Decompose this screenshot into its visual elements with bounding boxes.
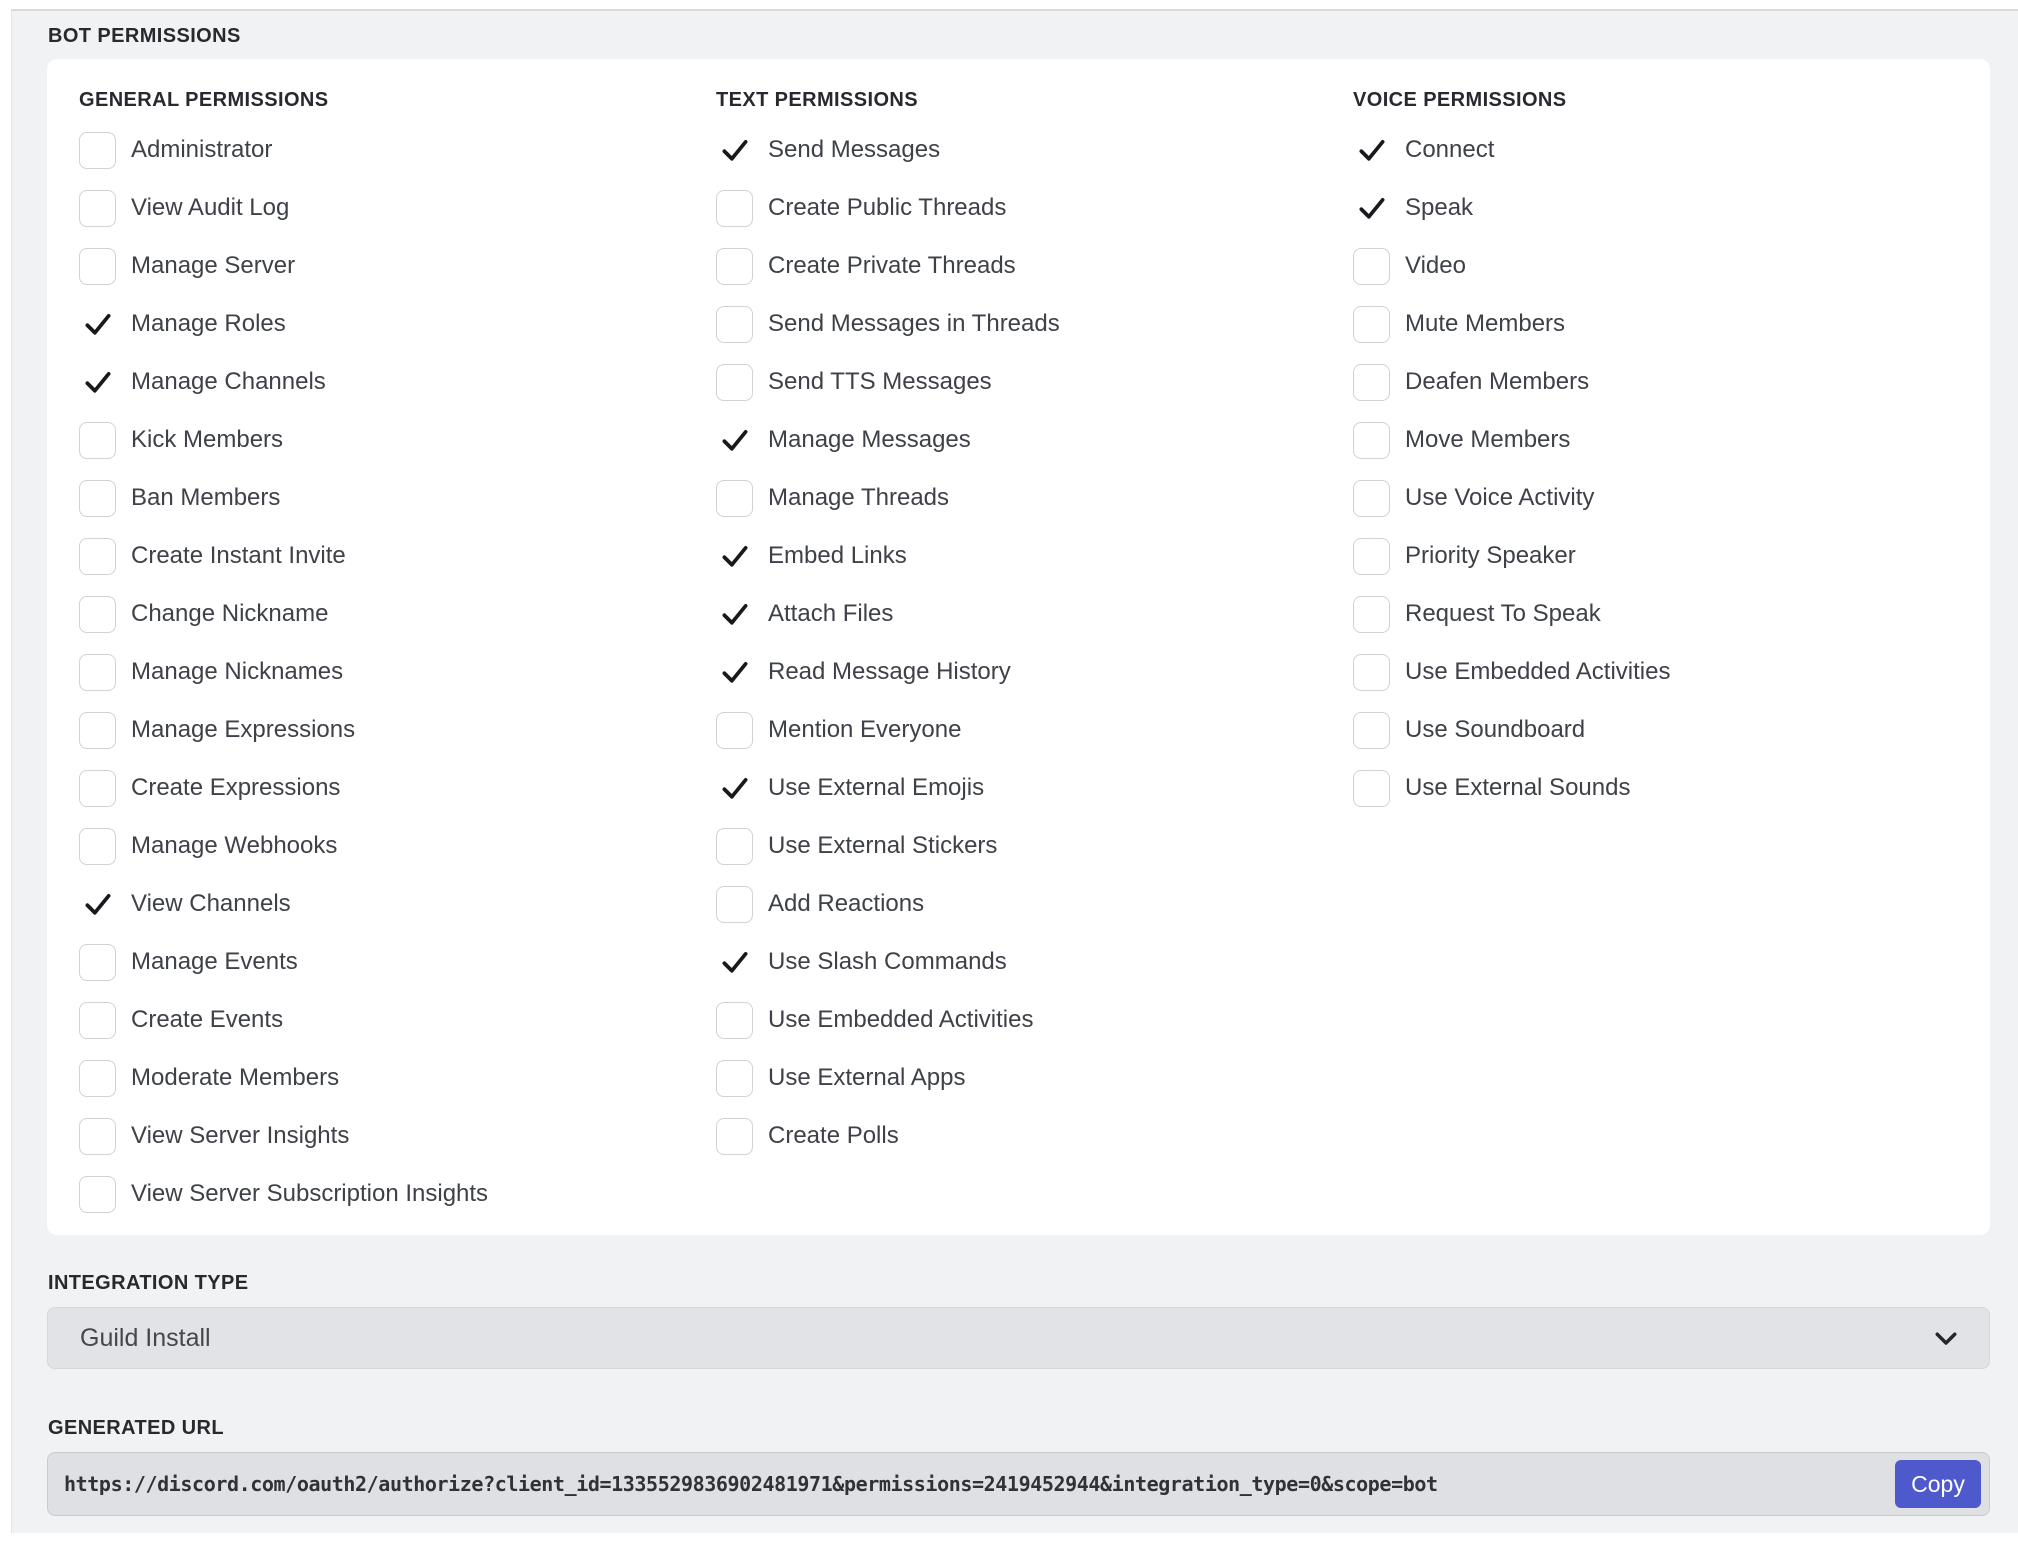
checkbox-box [79, 596, 116, 633]
permission-row[interactable] [716, 701, 1341, 759]
checkbox-box [716, 886, 753, 923]
permission-label: Move Members [1405, 426, 1571, 453]
permissions-column-heading: GENERAL PERMISSIONS [79, 89, 329, 111]
permission-checkbox[interactable] [716, 248, 753, 285]
permission-row[interactable] [716, 295, 1341, 353]
permission-row[interactable] [716, 933, 1341, 991]
permission-row[interactable] [1353, 237, 1978, 295]
generated-url-field [47, 1452, 1990, 1516]
permission-checkbox[interactable] [79, 248, 116, 285]
permission-label: Administrator [131, 136, 273, 163]
permission-row[interactable] [79, 643, 704, 701]
permission-checkbox[interactable] [716, 1118, 753, 1155]
permission-label: Video [1405, 252, 1466, 279]
permission-checkbox[interactable] [716, 712, 753, 749]
permission-label: Manage Webhooks [131, 832, 338, 859]
integration-type-heading: INTEGRATION TYPE [48, 1272, 249, 1294]
permission-checkbox[interactable] [716, 364, 753, 401]
permission-label: Manage Expressions [131, 716, 356, 743]
permission-label: View Server Subscription Insights [131, 1180, 489, 1207]
permission-label: Send TTS Messages [768, 368, 992, 395]
permission-row[interactable] [1353, 585, 1978, 643]
permission-checkbox[interactable] [79, 1118, 116, 1155]
permission-row[interactable] [79, 411, 704, 469]
checkbox-box [716, 248, 753, 285]
checkmark-icon [83, 367, 113, 397]
checkbox-box [716, 190, 753, 227]
permission-checkbox[interactable] [716, 1002, 753, 1039]
generated-url-text[interactable]: https://discord.com/oauth2/authorize?client_id=1335529836902481971&permissions=2419452944&integration_type=0&scope=bot [64, 1472, 1438, 1496]
permission-checkbox[interactable] [79, 190, 116, 227]
permission-row[interactable] [716, 585, 1341, 643]
permission-row[interactable] [1353, 759, 1978, 817]
checkmark-icon [720, 947, 750, 977]
permission-row[interactable] [716, 759, 1341, 817]
permission-label: Mention Everyone [768, 716, 962, 743]
checkbox-box [79, 538, 116, 575]
permission-checkbox[interactable] [716, 944, 753, 981]
permission-row[interactable] [79, 817, 704, 875]
permission-row[interactable] [79, 759, 704, 817]
permission-checkbox[interactable] [79, 422, 116, 459]
permission-label: Manage Threads [768, 484, 950, 511]
checkbox-box [79, 770, 116, 807]
permission-label: View Channels [131, 890, 291, 917]
checkbox-box [79, 1002, 116, 1039]
checkbox-box [79, 132, 116, 169]
permission-label: Deafen Members [1405, 368, 1590, 395]
permission-label: Priority Speaker [1405, 542, 1576, 569]
permission-checkbox[interactable] [79, 1002, 116, 1039]
permission-row[interactable] [79, 991, 704, 1049]
permission-label: Use Embedded Activities [1405, 658, 1671, 685]
checkbox-box [79, 1176, 116, 1213]
checkbox-box [1353, 770, 1390, 807]
permission-checkbox[interactable] [716, 1060, 753, 1097]
permission-label: Use Soundboard [1405, 716, 1586, 743]
checkbox-box [716, 364, 753, 401]
permission-row[interactable] [716, 527, 1341, 585]
permission-checkbox[interactable] [716, 480, 753, 517]
checkmark-icon [720, 657, 750, 687]
permission-checkbox[interactable] [716, 538, 753, 575]
copy-button[interactable]: Copy [1895, 1460, 1981, 1508]
permission-checkbox[interactable] [716, 654, 753, 691]
checkbox-box [1353, 248, 1390, 285]
permission-row[interactable] [716, 643, 1341, 701]
checkbox-box [79, 944, 116, 981]
permission-label: Create Events [131, 1006, 284, 1033]
checkbox-box [716, 306, 753, 343]
permission-checkbox[interactable] [1353, 654, 1390, 691]
checkbox-box [79, 828, 116, 865]
checkbox-box [1353, 596, 1390, 633]
permission-label: Create Private Threads [768, 252, 1016, 279]
checkbox-box [716, 480, 753, 517]
permission-row[interactable] [716, 179, 1341, 237]
permission-label: Use Slash Commands [768, 948, 1007, 975]
permission-row[interactable] [1353, 295, 1978, 353]
bot-permissions-card [47, 59, 1990, 1235]
permission-row[interactable] [716, 991, 1341, 1049]
permission-label: Use External Stickers [768, 832, 998, 859]
permission-row[interactable] [79, 469, 704, 527]
bot-permissions-heading: BOT PERMISSIONS [48, 25, 241, 47]
checkbox-box [716, 712, 753, 749]
permission-checkbox[interactable] [79, 306, 116, 343]
permission-label: Create Expressions [131, 774, 341, 801]
permission-label: Change Nickname [131, 600, 329, 627]
checkbox-box [79, 480, 116, 517]
permissions-column [1353, 89, 1978, 817]
permission-label: Request To Speak [1405, 600, 1601, 627]
permission-checkbox[interactable] [79, 538, 116, 575]
permission-label: Speak [1405, 194, 1474, 221]
permission-row[interactable] [1353, 411, 1978, 469]
permission-label: Create Polls [768, 1122, 899, 1149]
permission-checkbox[interactable] [716, 190, 753, 227]
permission-label: Ban Members [131, 484, 281, 511]
integration-type-select[interactable] [47, 1307, 1990, 1369]
permission-checkbox[interactable] [716, 132, 753, 169]
permission-label: Use Voice Activity [1405, 484, 1595, 511]
permission-row[interactable] [79, 585, 704, 643]
permission-row[interactable] [716, 353, 1341, 411]
permission-label: Manage Roles [131, 310, 286, 337]
permission-label: Moderate Members [131, 1064, 340, 1091]
permission-checkbox[interactable] [716, 596, 753, 633]
permission-label: Kick Members [131, 426, 284, 453]
permission-row[interactable] [1353, 701, 1978, 759]
permission-checkbox[interactable] [79, 886, 116, 923]
permission-label: Manage Server [131, 252, 296, 279]
permission-checkbox[interactable] [79, 1060, 116, 1097]
checkbox-box [79, 712, 116, 749]
permission-label: Manage Channels [131, 368, 326, 395]
checkmark-icon [1357, 135, 1387, 165]
checkbox-box [1353, 422, 1390, 459]
checkbox-box [79, 190, 116, 227]
permission-row[interactable] [79, 179, 704, 237]
checkbox-box [716, 1002, 753, 1039]
permission-row[interactable] [1353, 527, 1978, 585]
integration-type-value: Guild Install [80, 1323, 211, 1352]
permission-label: Embed Links [768, 542, 907, 569]
permission-checkbox[interactable] [716, 828, 753, 865]
permission-row[interactable] [1353, 469, 1978, 527]
permission-label: Use External Apps [768, 1064, 966, 1091]
permission-row[interactable] [1353, 353, 1978, 411]
permission-row[interactable] [79, 701, 704, 759]
permission-row[interactable] [716, 875, 1341, 933]
permission-label: Manage Nicknames [131, 658, 344, 685]
checkbox-box [716, 1060, 753, 1097]
permission-checkbox[interactable] [1353, 364, 1390, 401]
permission-label: Use External Sounds [1405, 774, 1631, 801]
checkmark-icon [83, 309, 113, 339]
permission-checkbox[interactable] [79, 712, 116, 749]
permissions-list [716, 121, 1341, 1165]
generated-url-heading: GENERATED URL [48, 1417, 224, 1439]
permission-row[interactable] [79, 121, 704, 179]
checkbox-box [79, 1060, 116, 1097]
permission-checkbox[interactable] [1353, 248, 1390, 285]
permission-label: Manage Events [131, 948, 298, 975]
checkbox-box [1353, 364, 1390, 401]
permission-checkbox[interactable] [1353, 132, 1390, 169]
permission-row[interactable] [716, 237, 1341, 295]
checkbox-box [716, 1118, 753, 1155]
permission-checkbox[interactable] [716, 422, 753, 459]
permission-checkbox[interactable] [79, 596, 116, 633]
checkmark-icon [720, 425, 750, 455]
permission-label: Add Reactions [768, 890, 925, 917]
permissions-column-heading: TEXT PERMISSIONS [716, 89, 918, 111]
permission-label: Send Messages [768, 136, 941, 163]
permissions-column [79, 89, 704, 1223]
permission-row[interactable] [716, 1049, 1341, 1107]
permission-row[interactable] [79, 353, 704, 411]
permission-label: Send Messages in Threads [768, 310, 1060, 337]
permission-checkbox[interactable] [1353, 770, 1390, 807]
permission-label: Read Message History [768, 658, 1011, 685]
permission-checkbox[interactable] [79, 132, 116, 169]
permission-label: Mute Members [1405, 310, 1566, 337]
permission-checkbox[interactable] [1353, 480, 1390, 517]
permission-row[interactable] [716, 121, 1341, 179]
permission-checkbox[interactable] [79, 944, 116, 981]
permission-label: View Audit Log [131, 194, 290, 221]
permission-row[interactable] [79, 1107, 704, 1165]
permission-checkbox[interactable] [1353, 190, 1390, 227]
permission-checkbox[interactable] [716, 886, 753, 923]
checkbox-box [1353, 654, 1390, 691]
checkbox-box [1353, 538, 1390, 575]
permission-checkbox[interactable] [716, 306, 753, 343]
permission-row[interactable] [79, 527, 704, 585]
permission-row[interactable] [79, 933, 704, 991]
permission-checkbox[interactable] [79, 364, 116, 401]
permission-row[interactable] [716, 411, 1341, 469]
chevron-down-icon [1931, 1323, 1961, 1353]
permission-label: Connect [1405, 136, 1495, 163]
permissions-column-heading: VOICE PERMISSIONS [1353, 89, 1567, 111]
permission-checkbox[interactable] [79, 1176, 116, 1213]
checkmark-icon [1357, 193, 1387, 223]
permission-checkbox[interactable] [79, 480, 116, 517]
checkmark-icon [720, 541, 750, 571]
permission-row[interactable] [1353, 179, 1978, 237]
checkbox-box [79, 1118, 116, 1155]
permissions-list [79, 121, 704, 1223]
permission-row[interactable] [716, 1107, 1341, 1165]
checkbox-box [1353, 480, 1390, 517]
permission-row[interactable] [79, 1049, 704, 1107]
scopes-permissions-panel [11, 9, 2018, 1533]
checkmark-icon [720, 135, 750, 165]
permission-checkbox[interactable] [79, 654, 116, 691]
checkmark-icon [83, 889, 113, 919]
permission-label: Attach Files [768, 600, 894, 627]
permission-label: View Server Insights [131, 1122, 350, 1149]
permission-label: Manage Messages [768, 426, 971, 453]
permission-row[interactable] [1353, 121, 1978, 179]
permission-checkbox[interactable] [79, 828, 116, 865]
checkbox-box [1353, 306, 1390, 343]
permission-label: Use External Emojis [768, 774, 985, 801]
permission-label: Create Instant Invite [131, 542, 346, 569]
checkbox-box [79, 422, 116, 459]
checkmark-icon [720, 773, 750, 803]
permission-checkbox[interactable] [716, 770, 753, 807]
checkbox-box [716, 828, 753, 865]
permission-checkbox[interactable] [1353, 538, 1390, 575]
permission-row[interactable] [716, 469, 1341, 527]
permissions-list [1353, 121, 1978, 817]
checkbox-box [79, 248, 116, 285]
permission-row[interactable] [1353, 643, 1978, 701]
permissions-column [716, 89, 1341, 1165]
checkbox-box [1353, 712, 1390, 749]
permission-checkbox[interactable] [1353, 422, 1390, 459]
permission-checkbox[interactable] [1353, 306, 1390, 343]
permission-row[interactable] [716, 817, 1341, 875]
permission-row[interactable] [79, 237, 704, 295]
permission-label: Use Embedded Activities [768, 1006, 1034, 1033]
checkbox-box [79, 654, 116, 691]
permission-row[interactable] [79, 295, 704, 353]
permission-row[interactable] [79, 875, 704, 933]
permission-label: Create Public Threads [768, 194, 1007, 221]
permission-row[interactable] [79, 1165, 704, 1223]
permission-checkbox[interactable] [1353, 596, 1390, 633]
permission-checkbox[interactable] [1353, 712, 1390, 749]
permission-checkbox[interactable] [79, 770, 116, 807]
checkmark-icon [720, 599, 750, 629]
